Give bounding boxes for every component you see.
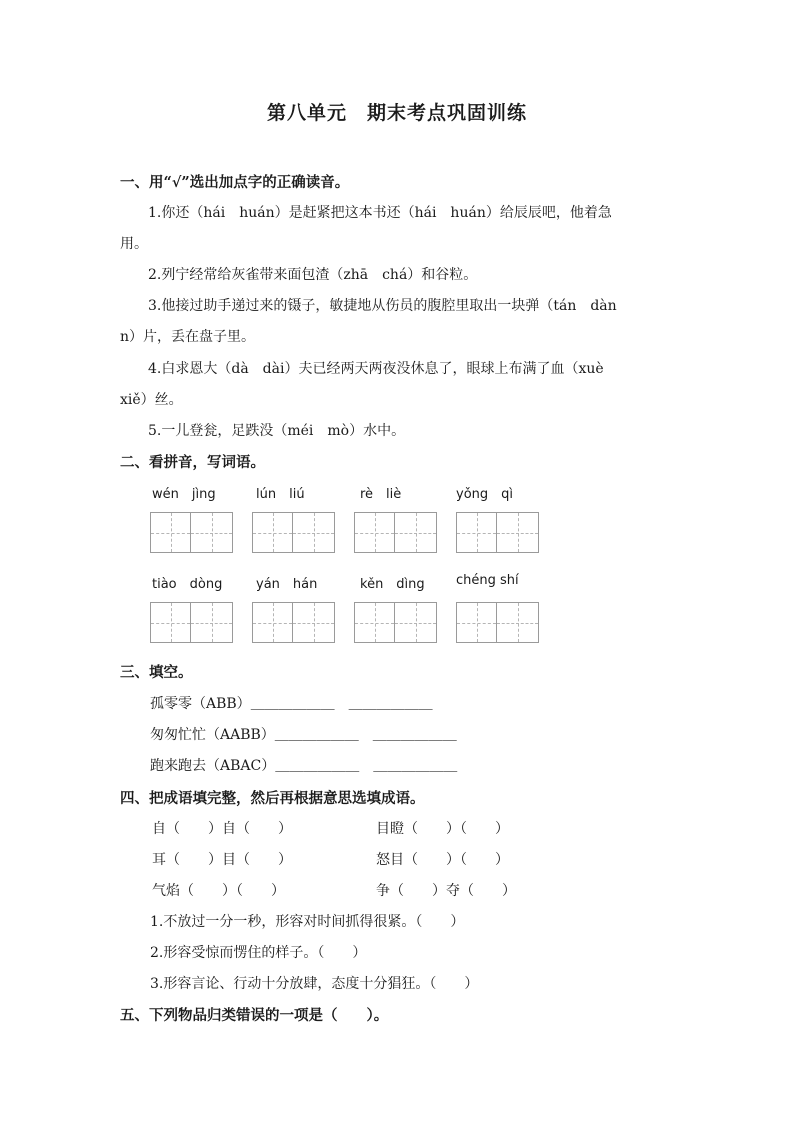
idiom-question-1: 1.不放过一分一秒，形容对时间抓得很紧。（ ） <box>150 914 465 930</box>
pinyin-2: lún liú <box>256 487 305 502</box>
idiom-right-3[interactable]: 争（ ）夺（ ） <box>376 883 516 899</box>
fill-blanks[interactable]: ＿＿＿＿＿＿ ＿＿＿＿＿＿ <box>274 727 457 743</box>
writing-grid[interactable] <box>456 602 539 643</box>
writing-grid[interactable] <box>456 512 539 553</box>
pinyin-6: yán hán <box>256 577 318 592</box>
pinyin-5: tiào dòng <box>152 577 223 592</box>
idiom-question-3: 3.形容言论、行动十分放肆，态度十分猖狂。（ ） <box>150 976 479 992</box>
fill-label: 匆匆忙忙（AABB） <box>150 727 275 743</box>
fill-label: 跑来跑去（ABAC） <box>150 758 276 774</box>
pinyin-8: chéng shí <box>456 573 519 588</box>
section-4-heading: 四、把成语填完整，然后再根据意思选填成语。 <box>120 790 425 807</box>
idiom-right-1[interactable]: 目瞪（ ）（ ） <box>376 821 509 837</box>
s1-line-3: 2.列宁经常给灰雀带来面包渣（zhā chá）和谷粒。 <box>148 267 478 283</box>
section-3-heading: 三、填空。 <box>120 664 193 681</box>
writing-grid[interactable] <box>354 602 437 643</box>
s1-line-2: 用。 <box>120 236 148 252</box>
fill-item-aabb <box>150 724 457 744</box>
idiom-left-3[interactable]: 气焰（ ）（ ） <box>152 883 285 899</box>
writing-grid[interactable] <box>252 602 335 643</box>
section-5-heading: 五、下列物品归类错误的一项是（ ）。 <box>120 1007 389 1024</box>
idiom-left-1[interactable]: 自（ ）自（ ） <box>152 821 292 837</box>
idiom-question-2: 2.形容受惊而愣住的样子。（ ） <box>150 945 367 961</box>
page-title: 第八单元 期末考点巩固训练 <box>266 102 527 124</box>
fill-blanks[interactable]: ＿＿＿＿＿＿ ＿＿＿＿＿＿ <box>275 758 458 774</box>
writing-grid[interactable] <box>252 512 335 553</box>
s1-line-1: 1.你还（hái huán）是赶紧把这本书还（hái huán）给辰辰吧，他着急 <box>148 205 612 221</box>
writing-grid[interactable] <box>150 512 233 553</box>
s1-line-6: 4.白求恩大（dà dài）夫已经两天两夜没休息了，眼球上布满了血（xuè <box>148 361 604 377</box>
section-1-heading: 一、用“√”选出加点字的正确读音。 <box>120 174 350 191</box>
writing-grid[interactable] <box>354 512 437 553</box>
s1-line-4: 3.他接过助手递过来的镊子，敏捷地从伤员的腹腔里取出一块弹（tán dàn <box>148 298 617 314</box>
idiom-right-2[interactable]: 怒目（ ）（ ） <box>376 852 509 868</box>
pinyin-4: yǒng qì <box>456 487 514 502</box>
fill-blanks[interactable]: ＿＿＿＿＿＿ ＿＿＿＿＿＿ <box>250 696 433 712</box>
fill-label: 孤零零（ABB） <box>150 696 251 712</box>
pinyin-7: kěn dìng <box>360 577 425 592</box>
section-2-heading: 二、看拼音，写词语。 <box>120 454 265 471</box>
s1-line-7: xiě）丝。 <box>120 392 183 408</box>
s1-line-5: n）片，丢在盘子里。 <box>120 329 256 345</box>
s1-line-8: 5.一儿登瓮，足跌没（méi mò）水中。 <box>148 423 406 439</box>
idiom-left-2[interactable]: 耳（ ）目（ ） <box>152 852 292 868</box>
fill-item-abac <box>150 755 457 775</box>
writing-grid[interactable] <box>150 602 233 643</box>
pinyin-1: wén jìng <box>152 487 216 502</box>
pinyin-3: rè liè <box>360 487 402 502</box>
fill-item-abb <box>150 693 433 713</box>
